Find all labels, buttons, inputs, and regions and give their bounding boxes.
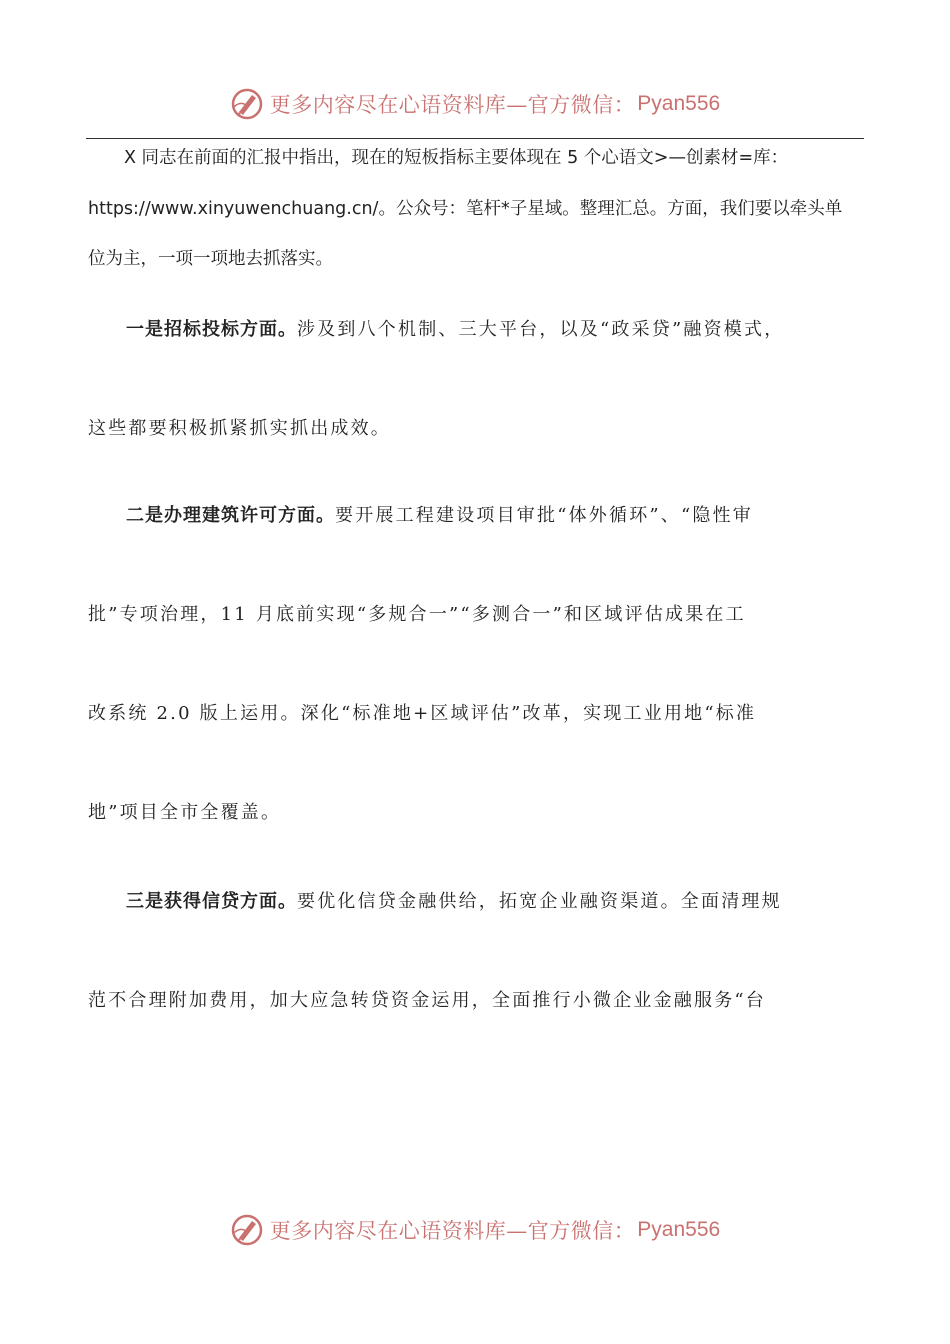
item-permit-lead: 二是办理建筑许可方面。	[126, 505, 335, 526]
pen-logo-icon	[230, 1213, 264, 1247]
item-bidding	[88, 316, 864, 514]
item-construction-permit	[88, 502, 864, 898]
header-banner	[0, 84, 950, 124]
intro-line-2: https://www.xinyuwenchuang.cn/。公众号：笔杆*子星域。整理汇总。方面，我们要以牵头单	[88, 198, 843, 219]
item-credit-line-1	[88, 888, 864, 987]
header-banner-text: 更多内容尽在心语资料库—官方微信：	[269, 93, 636, 117]
intro-paragraph	[88, 146, 864, 273]
item-permit-text-1: 要开展工程建设项目审批“体外循环”、“隐性审	[335, 505, 754, 526]
header-banner-wechat-id: Pyan556	[637, 92, 721, 115]
item-permit-line-4: 地”项目全市全覆盖。	[88, 802, 282, 823]
item-credit-text-1: 要优化信贷金融供给，拓宽企业融资渠道。全面清理规	[297, 891, 782, 912]
footer-banner-wechat-id: Pyan556	[637, 1218, 721, 1241]
pen-logo-icon	[230, 87, 264, 121]
footer-banner	[0, 1210, 950, 1250]
item-bidding-line-2: 这些都要积极抓紧抓实抓出成效。	[88, 418, 391, 439]
header-divider	[86, 138, 864, 139]
intro-line-1: X 同志在前面的汇报中指出，现在的短板指标主要体现在 5 个心语文>—创素材=库：	[124, 148, 789, 168]
item-permit-line-3: 改系统 2.0 版上运用。深化“标准地+区域评估”改革，实现工业用地“标准	[88, 703, 757, 724]
footer-banner-text: 更多内容尽在心语资料库—官方微信：	[269, 1219, 636, 1243]
item-permit-line-1	[88, 502, 864, 601]
item-credit-lead: 三是获得信贷方面。	[126, 891, 297, 912]
item-credit-line-2: 范不合理附加费用，加大应急转贷资金运用，全面推行小微企业金融服务“台	[88, 990, 766, 1011]
intro-line-3: 位为主，一项一项地去抓落实。	[88, 249, 333, 269]
item-bidding-text-1: 涉及到八个机制、三大平台，以及“政采贷”融资模式，	[297, 319, 785, 340]
item-bidding-lead: 一是招标投标方面。	[126, 319, 297, 340]
item-permit-line-2: 批”专项治理，11 月底前实现“多规合一”“多测合一”和区域评估成果在工	[88, 604, 746, 625]
item-credit	[88, 888, 864, 1086]
item-bidding-line-1	[88, 316, 864, 415]
